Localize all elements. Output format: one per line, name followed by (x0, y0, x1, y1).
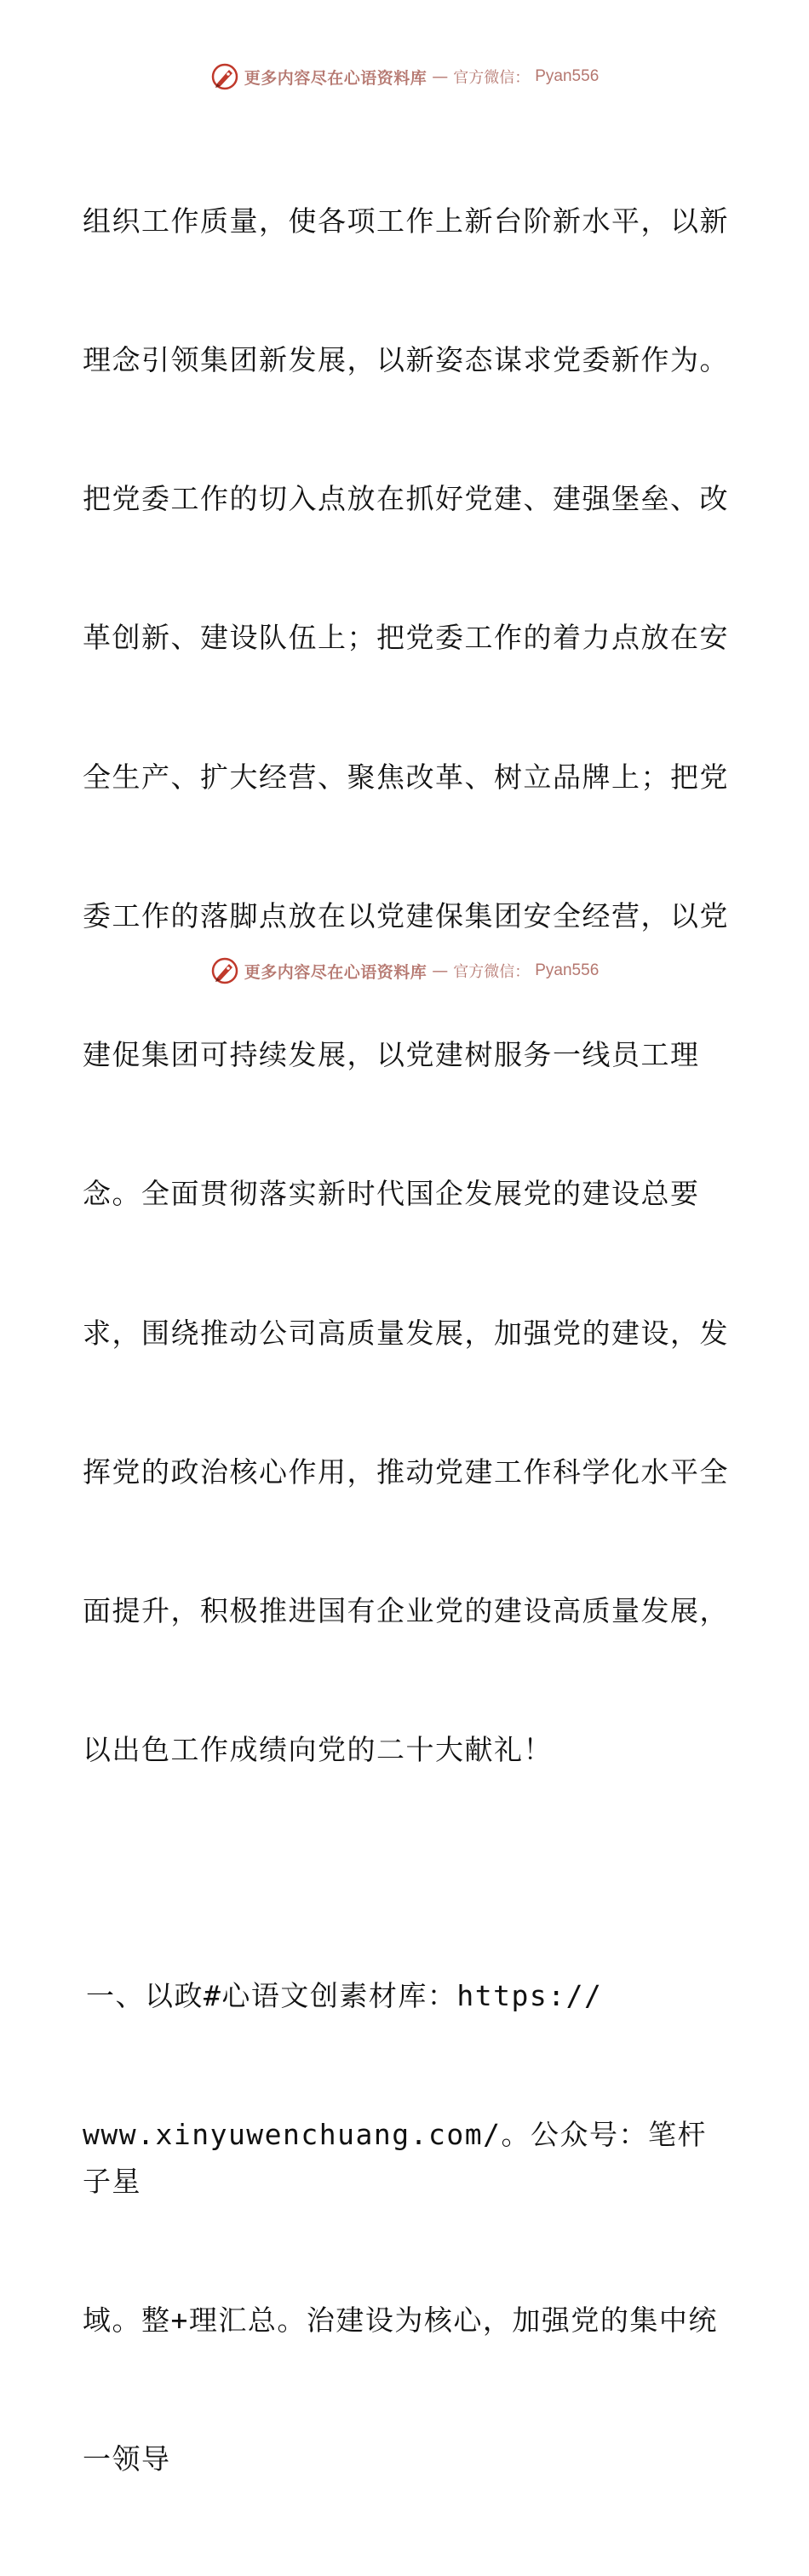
footer-watermark-banner (0, 955, 809, 986)
text-line: www.xinyuwenchuang.com/。公众号：笔杆子星 (83, 2118, 707, 2198)
text-line: 一、以政#心语文创素材库：https:// (86, 1979, 603, 2013)
banner-wechat-id: Pyan556 (535, 961, 600, 979)
document-body (83, 106, 730, 2576)
pen-nib-logo-icon (210, 956, 239, 985)
text-line: 面提升，积极推进国有企业党的建设高质量发展， (83, 1594, 729, 1627)
text-line: 把党委工作的切入点放在抓好党建、建强堡垒、改 (83, 482, 729, 516)
section-heading-line (83, 1973, 730, 2019)
banner-brand-text: 更多内容尽在心语资料库 (244, 68, 427, 88)
header-watermark-banner (0, 61, 809, 92)
banner-wechat-label: 官方微信： (453, 69, 531, 87)
banner-separator: — (432, 961, 449, 980)
banner-wechat-id: Pyan556 (535, 67, 600, 85)
pen-nib-logo-icon (210, 62, 239, 91)
banner-brand-text: 更多内容尽在心语资料库 (244, 962, 427, 982)
text-line: 理念引领集团新发展，以新姿态谋求党委新作为。 (83, 343, 729, 377)
text-line: 以出色工作成绩向党的二十大献礼！ (83, 1733, 553, 1767)
banner-separator: — (432, 67, 449, 86)
text-line: 域。整+理汇总。治建设为核心，加强党的集中统 (83, 2303, 718, 2338)
text-line: 委工作的落脚点放在以党建保集团安全经营，以党 (83, 898, 729, 932)
text-line: 挥党的政治核心作用，推动党建工作科学化水平全 (83, 1454, 729, 1489)
text-line: 求，围绕推动公司高质量发展，加强党的建设，发 (83, 1316, 729, 1350)
text-line: 组织工作质量，使各项工作上新台阶新水平，以新 (83, 204, 729, 238)
paragraph (83, 1880, 730, 2575)
text-line: 全生产、扩大经营、聚焦改革、树立品牌上；把党 (83, 760, 729, 794)
text-line: 念。全面贯彻落实新时代国企发展党的建设总要 (83, 1177, 700, 1211)
text-line: 建促集团可持续发展，以党建树服务一线员工理 (83, 1038, 700, 1072)
text-line: 革创新、建设队伍上；把党委工作的着力点放在安 (83, 621, 729, 655)
text-line: 一领导 (83, 2442, 171, 2476)
banner-wechat-label: 官方微信： (453, 963, 531, 981)
